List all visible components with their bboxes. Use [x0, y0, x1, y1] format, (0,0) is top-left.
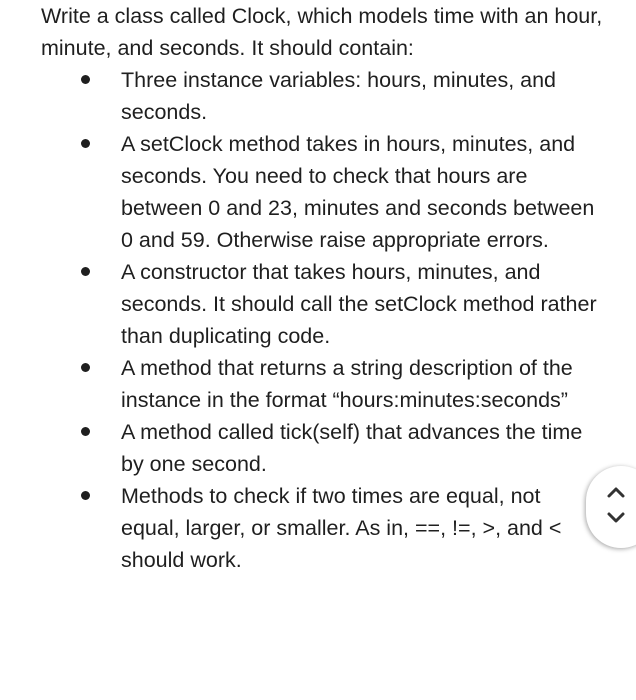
bullet-icon	[81, 75, 90, 84]
list-item-text: A constructor that takes hours, minutes, and seconds. It should call the setClock method rather than duplicating code.	[121, 260, 597, 348]
intro-paragraph: Write a class called Clock, which models time with an hour, minute, and seconds. It should contain:	[41, 4, 603, 60]
list-item	[41, 480, 611, 576]
list-item	[41, 256, 611, 352]
list-item-text: Three instance variables: hours, minutes, and seconds.	[121, 68, 557, 124]
bullet-icon	[81, 491, 90, 500]
list-item	[41, 64, 611, 128]
list-item	[41, 128, 611, 256]
list-item-text: A method that returns a string description of the instance in the format “hours:minutes:seconds”	[121, 356, 573, 412]
chevron-up-icon[interactable]	[604, 482, 628, 502]
bullet-icon	[81, 363, 90, 372]
bullet-icon	[81, 267, 90, 276]
list-item	[41, 352, 611, 416]
document-body	[41, 0, 611, 576]
chevron-down-icon[interactable]	[604, 508, 628, 528]
list-item	[41, 416, 611, 480]
list-item-text: A method called tick(self) that advances the time by one second.	[121, 420, 583, 476]
bullet-icon	[81, 139, 90, 148]
page-navigator	[586, 466, 636, 548]
list-item-text: A setClock method takes in hours, minutes, and seconds. You need to check that hours are between 0 and 23, minutes and seconds between 0 and 59. Otherwise raise appropriate errors.	[121, 132, 595, 252]
requirements-list	[41, 64, 611, 576]
bullet-icon	[81, 427, 90, 436]
list-item-text: Methods to check if two times are equal, not equal, larger, or smaller. As in, ==, !=, >, and < should work.	[121, 484, 562, 572]
